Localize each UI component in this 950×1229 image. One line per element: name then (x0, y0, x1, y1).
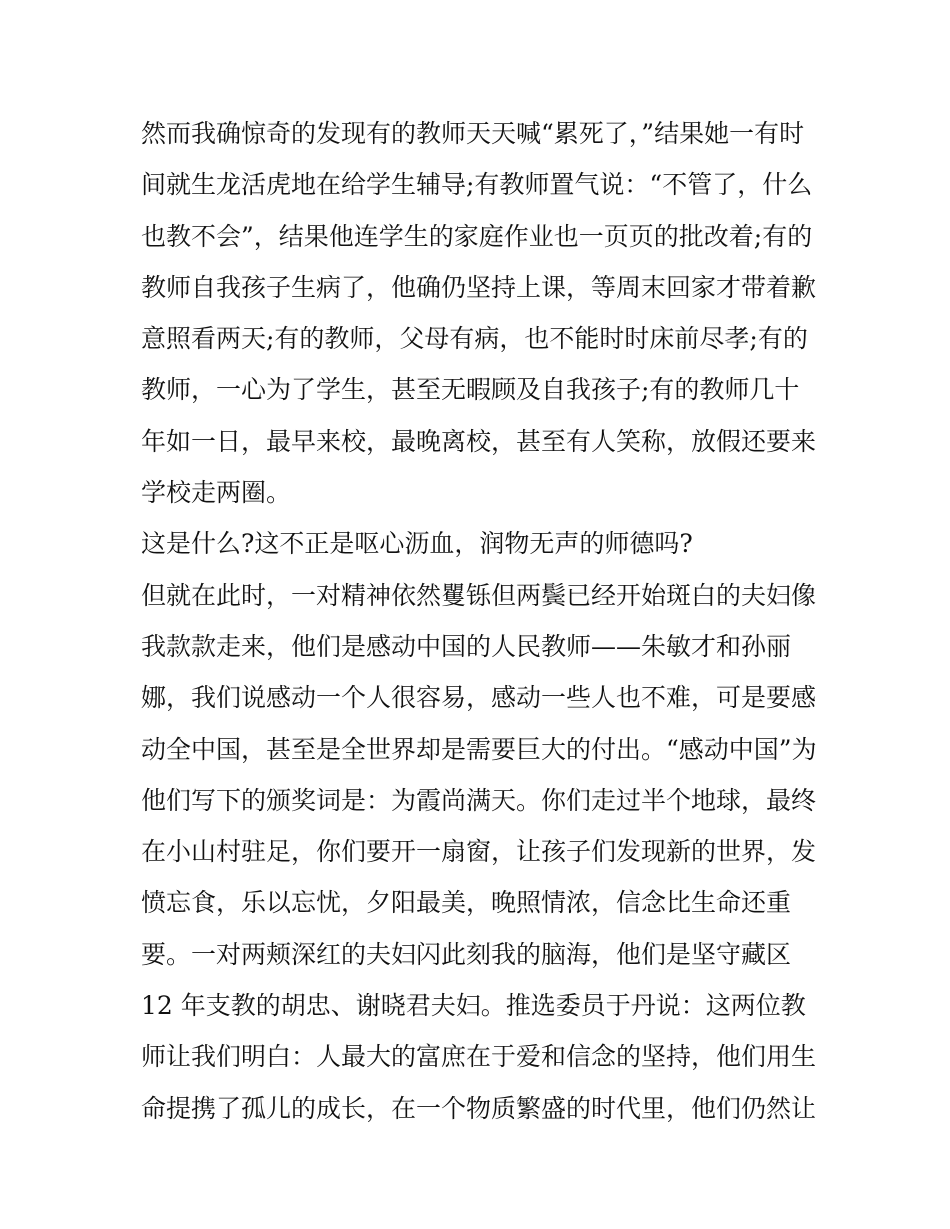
text-line: 要。一对两颊深红的夫妇闪此刻我的脑海，他们是坚守藏区 (141, 939, 792, 969)
text-line: 动全中国，甚至是全世界却是需要巨大的付出。“感动中国”为 (141, 734, 817, 764)
text-line: 在小山村驻足，你们要开一扇窗，让孩子们发现新的世界，发 (141, 837, 817, 867)
text-line: 然而我确惊奇的发现有的教师天天喊“累死了，”结果她一有时 (141, 119, 805, 148)
text-line: 这是什么?这不正是呕心沥血，润物无声的师德吗? (141, 529, 693, 559)
text-line: 年如一日，最早来校，最晚离校，甚至有人笑称，放假还要来 (141, 426, 817, 456)
text-line: 师让我们明白：人最大的富庶在于爱和信念的坚持，他们用生 (141, 1042, 817, 1072)
text-line: 间就生龙活虎地在给学生辅导;有教师置气说：“不管了，什么 (141, 170, 813, 200)
text-line: 命提携了孤儿的成长，在一个物质繁盛的时代里，他们仍然让 (141, 1093, 817, 1123)
text-line: 我款款走来，他们是感动中国的人民教师——朱敏才和孙丽 (141, 631, 792, 661)
text-line: 12 年支教的胡忠、谢晓君夫妇。推选委员于丹说：这两位教 (141, 991, 806, 1021)
text-line: 学校走两圈。 (141, 478, 292, 508)
body-text (141, 108, 821, 1134)
text-line: 教师自我孩子生病了，他确仍坚持上课，等周末回家才带着歉 (141, 272, 817, 302)
text-line: 他们写下的颁奖词是：为霞尚满天。你们走过半个地球，最终 (141, 785, 817, 815)
text-line: 意照看两天;有的教师，父母有病，也不能时时床前尽孝;有的 (141, 324, 808, 354)
text-line: 娜，我们说感动一个人很容易，感动一些人也不难，可是要感 (141, 683, 817, 713)
text-line: 教师，一心为了学生，甚至无暇顾及自我孩子;有的教师几十 (141, 375, 800, 405)
text-line: 愤忘食，乐以忘忧，夕阳最美，晚照情浓，信念比生命还重 (141, 888, 792, 918)
text-line: 但就在此时，一对精神依然矍铄但两鬓已经开始斑白的夫妇像 (141, 580, 817, 610)
text-line: 也教不会”，结果他连学生的家庭作业也一页页的批改着;有的 (141, 221, 813, 251)
